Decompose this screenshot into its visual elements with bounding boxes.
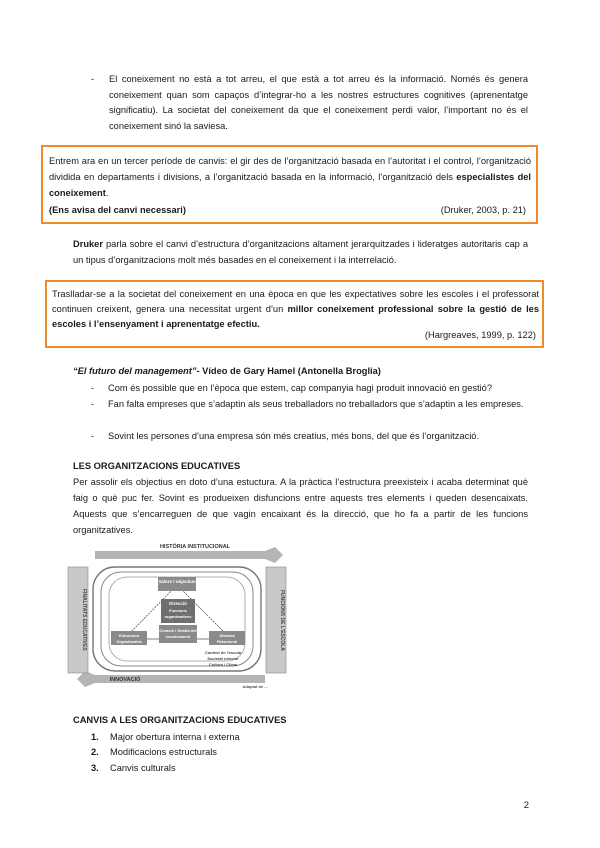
quote-end: . <box>105 188 109 198</box>
list-marker: - <box>91 383 95 393</box>
direction-label: Direcció <box>169 601 187 606</box>
knowledge-label: Creació / Gestió del coneixement <box>159 628 197 639</box>
right-column-label: FUNCIONS DE L'ESCOLA <box>279 589 285 651</box>
video-title-italic: “El futuro del management” <box>73 366 197 376</box>
paragraph-text: parla sobre el canvi d’estructura d’organitzacions altament jerarquitzades i lideratges autoritaris cap a un tipus d’organitzacions molt més basades en el coneixement i la interrelació. <box>73 239 528 265</box>
video-title <box>73 364 381 380</box>
list-number: 1. <box>91 732 99 742</box>
structure-label: Estructura Organitzativa <box>116 633 142 644</box>
list-number: 3. <box>91 763 99 773</box>
quote-note: (Ens avisa del canvi necessari) <box>49 205 186 215</box>
quote-box-druker <box>41 145 538 224</box>
history-label: HISTÒRIA INSTITUCIONAL <box>159 544 231 550</box>
list-item: Canvis culturals <box>110 763 176 773</box>
list-number: 2. <box>91 747 99 757</box>
organization-diagram <box>65 541 289 693</box>
list-marker: - <box>91 399 95 409</box>
innovation-label: INNOVACIÓ <box>109 677 141 683</box>
ring-label: Cultura / Clima <box>208 662 238 667</box>
video-bullet: Fan falta empreses que s’adaptin als seus treballadors no treballadors que s’adaptin a les empreses. <box>108 399 524 409</box>
video-bullet: Sovint les persones d’una empresa són més creatius, més bons, del que és l’organització. <box>108 431 480 441</box>
page-number: 2 <box>523 800 529 811</box>
values-label: Valors / objectius <box>158 579 196 584</box>
diagram-credit: Adaptat de ... <box>242 684 268 689</box>
druker-paragraph <box>73 237 528 268</box>
left-column-label: FINALITATS EDUCATIVES <box>81 589 87 651</box>
section-heading: LES ORGANITZACIONS EDUCATIVES <box>73 461 241 471</box>
quote-text <box>49 153 531 201</box>
author-name: Druker <box>73 239 103 249</box>
quote-text <box>52 287 539 332</box>
video-bullet: Com és possible que en l’època que estem, cap companyia hagi produit innovació en gestió? <box>108 383 492 393</box>
functions-label: Funcions organitzatives <box>164 608 192 619</box>
ring-label: Societat exterior <box>207 656 239 661</box>
section-heading: CANVIS A LES ORGANITZACIONS EDUCATIVES <box>73 715 287 725</box>
intro-bullet-text: El coneixement no està a tot arreu, el que està a tot arreu és la informació. Només és genera coneixement quan som capaços d’integrar-ho a les nostres estructures cognitives (aprenentatge significatiu). La societat del coneixement da que el coneixement perdi valor, l’important no és el coneixement sinó la saviesa. <box>109 74 528 131</box>
list-item: Modificacions estructurals <box>110 747 217 757</box>
section-paragraph: Per assolir els objectius en doto d’una estuctura. A la pràctica l’estructura preexisteix i acaba determinat què faig o què puc fer. Sovint es produeixen disfuncions entre aquests tres elements i queden desencaixats. Aquests que s’encarreguen de que vagin encaixant és la direcció, que ho fa a partir de les funcions organitzatives. <box>73 477 528 535</box>
quote-body: Entrem ara en un tercer període de canvis: el gir des de l’organització basada en l’autoritat i el control, l’organització dividida en departaments i divisions, a l’organització basada en la informació, l’organització dels <box>49 156 531 182</box>
relational-label: Sistema Relacional <box>216 633 237 644</box>
quote-citation: (Druker, 2003, p. 21) <box>440 205 526 215</box>
quote-emphasis: especialistes del coneixement <box>49 172 532 198</box>
ring-label: Context de l'escola <box>204 650 242 655</box>
list-marker: - <box>91 431 95 441</box>
quote-citation: (Hargreaves, 1999, p. 122) <box>424 330 536 340</box>
quote-body: Traslladar-se a la societat del coneixement en una època en que les expectatives sobre les escoles i el professorat continuen creixent, genera una necessitat urgent d’un <box>52 289 539 314</box>
quote-box-hargreaves <box>45 280 544 348</box>
quote-emphasis: millor coneixement professional sobre la gestió de les escoles i l’ensenyament i aprenentatge efectiu. <box>52 304 539 329</box>
list-marker: - <box>91 74 95 84</box>
list-item: Major obertura interna i externa <box>110 732 240 742</box>
video-title-rest: - Vídeo de Gary Hamel (Antonella Broglia) <box>196 366 381 376</box>
